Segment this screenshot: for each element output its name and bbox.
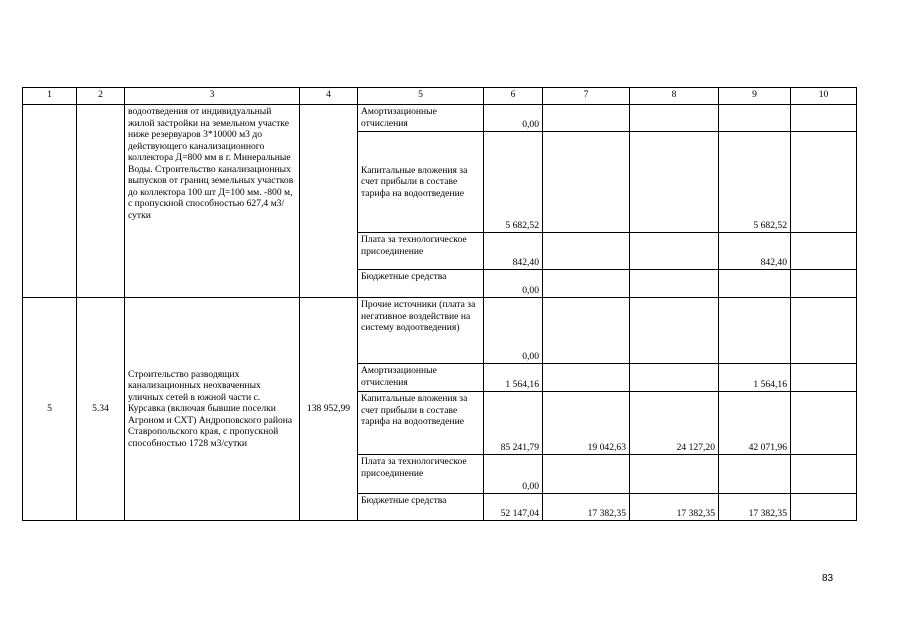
value-cell bbox=[719, 298, 791, 364]
value-cell bbox=[791, 298, 857, 364]
value-cell: 842,40 bbox=[484, 233, 543, 270]
source-cell: Бюджетные средства bbox=[358, 494, 484, 521]
value-cell: 1 564,16 bbox=[484, 364, 543, 392]
value-cell bbox=[630, 298, 719, 364]
value-cell bbox=[791, 455, 857, 494]
total-cell: 138 952,99 bbox=[300, 298, 358, 521]
total-cell bbox=[300, 105, 358, 298]
value-cell bbox=[719, 270, 791, 298]
value-cell: 0,00 bbox=[484, 455, 543, 494]
source-cell: Капитальные вложения за счет прибыли в составе тарифа на водоотведение bbox=[358, 132, 484, 233]
value-cell bbox=[630, 132, 719, 233]
value-cell bbox=[791, 132, 857, 233]
description-cell: Строительство разводящих канализационных неохваченных уличных сетей в южной части с. Курсавка (включая бывшие поселки Агроном и СХТ) Андроповского района Ставропольского края, с пропускной способностью 1728 м3/сутки bbox=[125, 298, 300, 521]
header-cell: 10 bbox=[791, 88, 857, 105]
page-number: 83 bbox=[822, 573, 834, 584]
code-cell: 5.34 bbox=[77, 298, 125, 521]
header-cell: 5 bbox=[358, 88, 484, 105]
header-cell: 1 bbox=[23, 88, 77, 105]
value-cell bbox=[791, 392, 857, 455]
source-cell: Плата за технологическое присоединение bbox=[358, 233, 484, 270]
value-cell: 17 382,35 bbox=[543, 494, 630, 521]
table-row bbox=[23, 105, 857, 132]
value-cell bbox=[543, 298, 630, 364]
value-cell: 1 564,16 bbox=[719, 364, 791, 392]
value-cell bbox=[543, 270, 630, 298]
source-cell: Прочие источники (плата за негативное воздействие на систему водоотведения) bbox=[358, 298, 484, 364]
value-cell bbox=[543, 233, 630, 270]
value-cell bbox=[791, 494, 857, 521]
value-cell bbox=[719, 455, 791, 494]
value-cell bbox=[543, 455, 630, 494]
code-cell bbox=[77, 105, 125, 298]
value-cell: 842,40 bbox=[719, 233, 791, 270]
value-cell: 52 147,04 bbox=[484, 494, 543, 521]
source-cell: Амортизационные отчисления bbox=[358, 364, 484, 392]
value-cell bbox=[543, 132, 630, 233]
source-cell: Бюджетные средства bbox=[358, 270, 484, 298]
value-cell bbox=[630, 364, 719, 392]
value-cell bbox=[630, 233, 719, 270]
header-cell: 9 bbox=[719, 88, 791, 105]
source-cell: Амортизационные отчисления bbox=[358, 105, 484, 132]
value-cell: 85 241,79 bbox=[484, 392, 543, 455]
header-cell: 7 bbox=[543, 88, 630, 105]
value-cell bbox=[630, 270, 719, 298]
header-cell: 4 bbox=[300, 88, 358, 105]
header-cell: 3 bbox=[125, 88, 300, 105]
value-cell: 17 382,35 bbox=[719, 494, 791, 521]
header-cell: 6 bbox=[484, 88, 543, 105]
value-cell: 5 682,52 bbox=[484, 132, 543, 233]
value-cell bbox=[791, 233, 857, 270]
source-cell: Плата за технологическое присоединение bbox=[358, 455, 484, 494]
value-cell: 42 071,96 bbox=[719, 392, 791, 455]
value-cell bbox=[543, 105, 630, 132]
value-cell bbox=[791, 270, 857, 298]
source-cell: Капитальные вложения за счет прибыли в составе тарифа на водоотведение bbox=[358, 392, 484, 455]
value-cell: 19 042,63 bbox=[543, 392, 630, 455]
description-cell: водоотведения от индивидуальный жилой застройки на земельном участке ниже резервуаров 3*10000 м3 до действующего канализационного коллектора Д=800 мм в г. Минеральные Воды. Строительство канализационных выпусков от границ земельных участков до коллектора 100 шт Д=100 мм. -800 м, с пропускной способностью 627,4 м3/сутки bbox=[125, 105, 300, 298]
value-cell bbox=[543, 364, 630, 392]
value-cell bbox=[791, 105, 857, 132]
header-cell: 2 bbox=[77, 88, 125, 105]
value-cell bbox=[719, 105, 791, 132]
value-cell: 0,00 bbox=[484, 270, 543, 298]
value-cell bbox=[630, 455, 719, 494]
value-cell: 0,00 bbox=[484, 105, 543, 132]
num-cell bbox=[23, 105, 77, 298]
header-cell: 8 bbox=[630, 88, 719, 105]
value-cell: 0,00 bbox=[484, 298, 543, 364]
value-cell: 24 127,20 bbox=[630, 392, 719, 455]
value-cell: 17 382,35 bbox=[630, 494, 719, 521]
investment-table bbox=[22, 87, 857, 521]
table-row bbox=[23, 298, 857, 364]
value-cell: 5 682,52 bbox=[719, 132, 791, 233]
num-cell: 5 bbox=[23, 298, 77, 521]
header-row bbox=[23, 88, 857, 105]
value-cell bbox=[630, 105, 719, 132]
value-cell bbox=[791, 364, 857, 392]
